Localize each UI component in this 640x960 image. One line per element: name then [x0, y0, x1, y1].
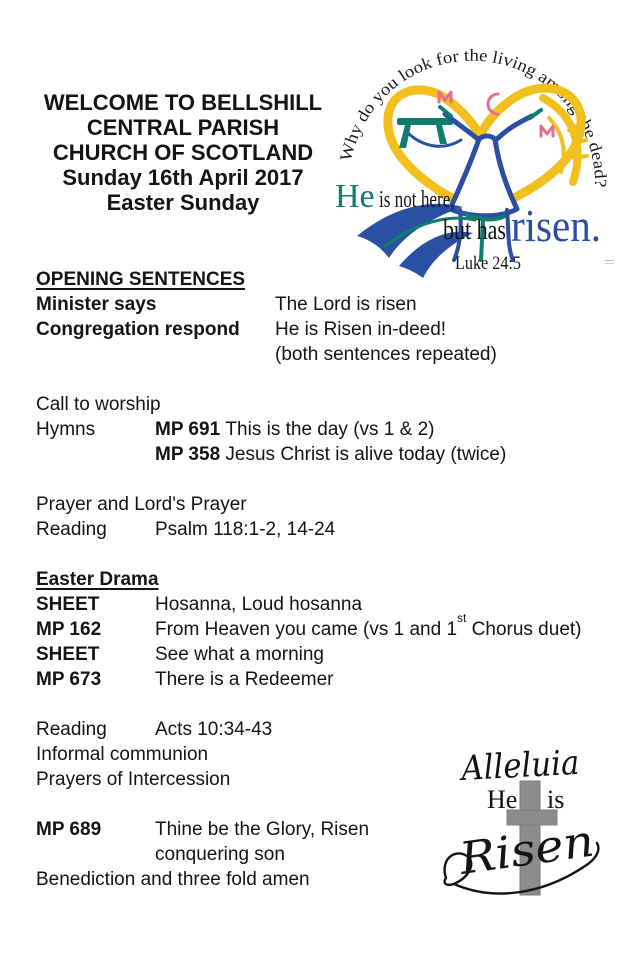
blank-line	[36, 542, 632, 567]
line-text: From Heaven you came (vs 1 and 1st Chorus duet)	[155, 610, 582, 640]
alleluia-cross-art	[440, 728, 640, 938]
line-text: (both sentences repeated)	[275, 344, 497, 365]
section-heading	[36, 567, 632, 592]
line-text: Prayer and Lord's Prayer	[36, 494, 247, 515]
is-text: is	[547, 785, 565, 814]
header-line-5: Easter Sunday	[106, 190, 260, 215]
line-label: MP 673	[36, 669, 102, 690]
line-text: MP 691 This is the day (vs 1 & 2)	[155, 419, 435, 440]
blank-line	[36, 367, 632, 392]
section-heading-text: Easter Drama	[36, 569, 159, 590]
header-line-4: Sunday 16th April 2017	[62, 165, 304, 190]
line-text: See what a morning	[155, 644, 324, 665]
line-label: MP 162	[36, 619, 102, 640]
risen-script-text: Risen	[456, 817, 587, 885]
service-line	[36, 592, 632, 617]
service-line	[36, 317, 632, 342]
line-label: Reading	[36, 519, 107, 540]
line-label	[36, 842, 155, 867]
header-line-3: CHURCH OF SCOTLAND	[52, 140, 314, 165]
line-text: There is a Redeemer	[155, 669, 334, 690]
alleluia-text: Alleluia	[460, 742, 593, 789]
line-text: conquering son	[155, 844, 285, 865]
line-text: Psalm 118:1-2, 14-24	[155, 519, 336, 540]
section-heading-text: OPENING SENTENCES	[36, 269, 246, 290]
line-text: Call to worship	[36, 394, 161, 415]
luke-reference: Luke 24:5	[455, 253, 521, 274]
alleluia-cross-svg	[440, 728, 640, 938]
line-label: Reading	[36, 719, 107, 740]
hill-line	[409, 134, 461, 146]
welcome-header	[30, 90, 336, 215]
risen-text: risen.	[511, 200, 601, 251]
line-text: The Lord is risen	[275, 294, 417, 315]
service-line	[36, 392, 632, 417]
line-label	[36, 342, 275, 367]
line-label: MP 689	[36, 819, 102, 840]
easter-clipart	[333, 30, 640, 280]
service-line	[36, 292, 632, 317]
easter-clipart-svg	[333, 30, 640, 280]
line-label: SHEET	[36, 594, 100, 615]
service-line	[36, 442, 632, 467]
he-text: He	[487, 785, 518, 814]
service-line	[36, 667, 632, 692]
line-text: He is Risen in-deed!	[275, 319, 447, 340]
but-has-text: but has	[443, 215, 506, 246]
service-line	[36, 610, 632, 642]
line-text: Hosanna, Loud hosanna	[155, 594, 363, 615]
line-text: Benediction and three fold amen	[36, 869, 310, 890]
line-label: Minister says	[36, 294, 157, 315]
he-is-not-here-text: He is not here,	[335, 178, 455, 215]
section-heading	[36, 267, 632, 292]
service-line	[36, 492, 632, 517]
line-text: Prayers of Intercession	[36, 769, 231, 790]
line-label: Congregation respond	[36, 319, 240, 340]
line-text: MP 358 Jesus Christ is alive today (twice)	[155, 444, 507, 465]
header-line-1: WELCOME TO BELLSHILL	[43, 90, 323, 115]
line-label: Hymns	[36, 419, 96, 440]
line-label	[36, 442, 155, 467]
arc-verse-text: Why do you look for the living among the dead?	[336, 45, 611, 187]
line-label: SHEET	[36, 644, 100, 665]
service-line	[36, 642, 632, 667]
service-line	[36, 517, 632, 542]
service-line	[36, 417, 632, 442]
blank-line	[36, 467, 632, 492]
scan-artifact	[605, 260, 614, 264]
header-line-2: CENTRAL PARISH	[86, 115, 280, 140]
line-text: Informal communion	[36, 744, 209, 765]
service-line	[36, 342, 632, 367]
line-text: Thine be the Glory, Risen	[155, 819, 370, 840]
line-text: Acts 10:34-43	[155, 719, 273, 740]
blank-line	[36, 692, 632, 717]
